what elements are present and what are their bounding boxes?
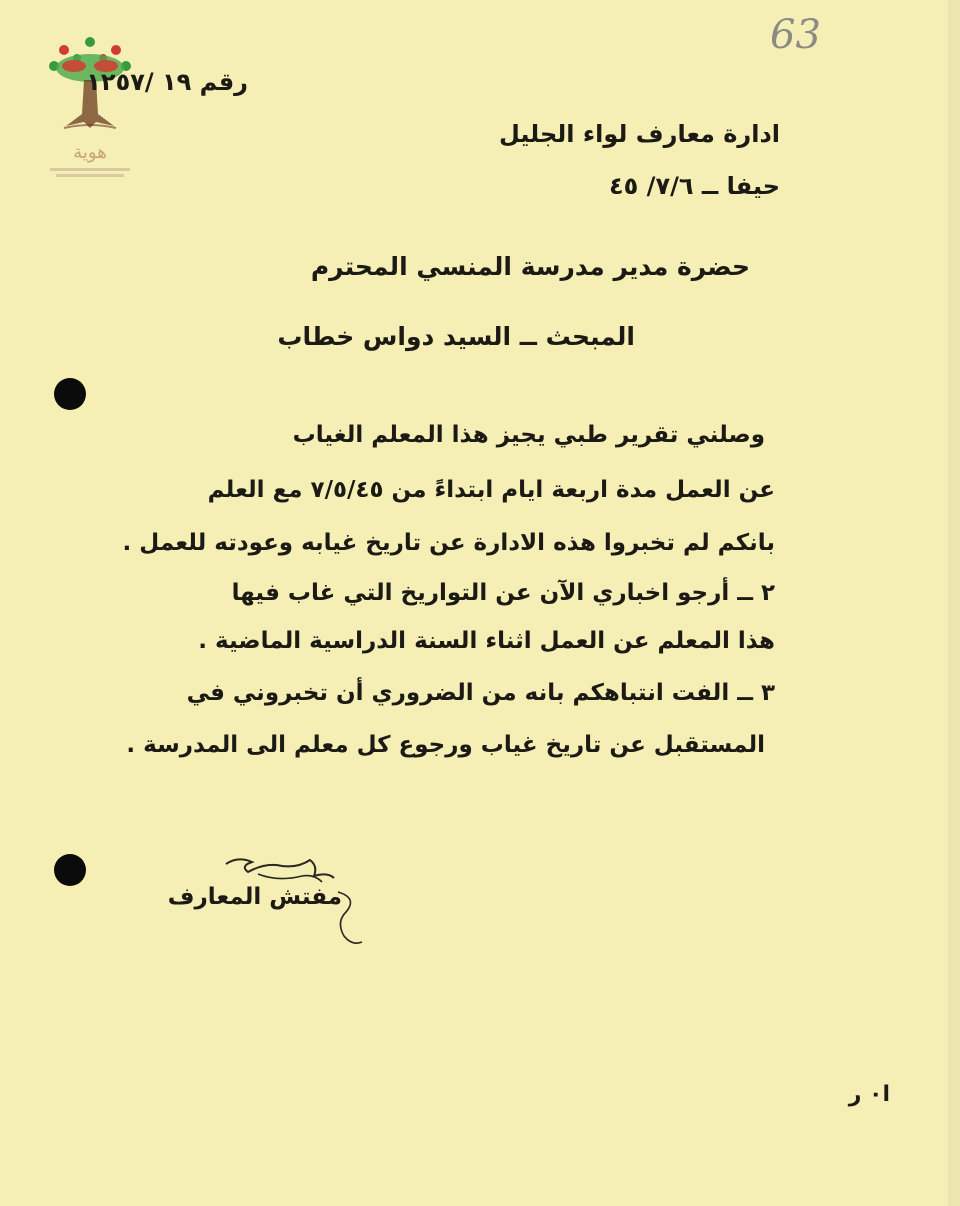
footer-code: ا٠ ر bbox=[848, 1082, 890, 1107]
body-line: المستقبل عن تاريخ غياب ورجوع كل معلم الى المدرسة . bbox=[126, 732, 765, 758]
archive-number: 63 bbox=[770, 12, 821, 58]
punch-hole bbox=[54, 854, 86, 886]
body-line: هذا المعلم عن العمل اثناء السنة الدراسية الماضية . bbox=[198, 628, 775, 654]
place-and-date: حيفا ــ ٧/٦/ ٤٥ bbox=[609, 172, 780, 200]
body-line: عن العمل مدة اربعة ايام ابتداءً من ٧/٥/٤٥ مع العلم bbox=[207, 477, 775, 503]
tree-of-people-logo-icon bbox=[44, 36, 136, 196]
body-line: ٣ ــ الفت انتباهكم بانه من الضروري أن تخبروني في bbox=[186, 680, 775, 706]
logo-text: هوية bbox=[73, 142, 107, 163]
reference-number: رقم ١٩ /١٢٥٧ bbox=[86, 68, 248, 96]
subject-line: المبحث ــ السيد دواس خطاب bbox=[277, 322, 635, 351]
body-line: وصلني تقرير طبي يجيز هذا المعلم الغياب bbox=[292, 422, 765, 448]
signer-title: مفتش المعارف bbox=[167, 884, 342, 910]
department-name: ادارة معارف لواء الجليل bbox=[498, 120, 780, 148]
body-line: بانكم لم تخبروا هذه الادارة عن تاريخ غيابه وعودته للعمل . bbox=[122, 530, 775, 556]
addressee-line: حضرة مدير مدرسة المنسي المحترم bbox=[310, 252, 750, 281]
page-edge bbox=[948, 0, 960, 1206]
punch-hole bbox=[54, 378, 86, 410]
body-line: ٢ ــ أرجو اخباري الآن عن التواريخ التي غاب فيها bbox=[231, 580, 775, 606]
